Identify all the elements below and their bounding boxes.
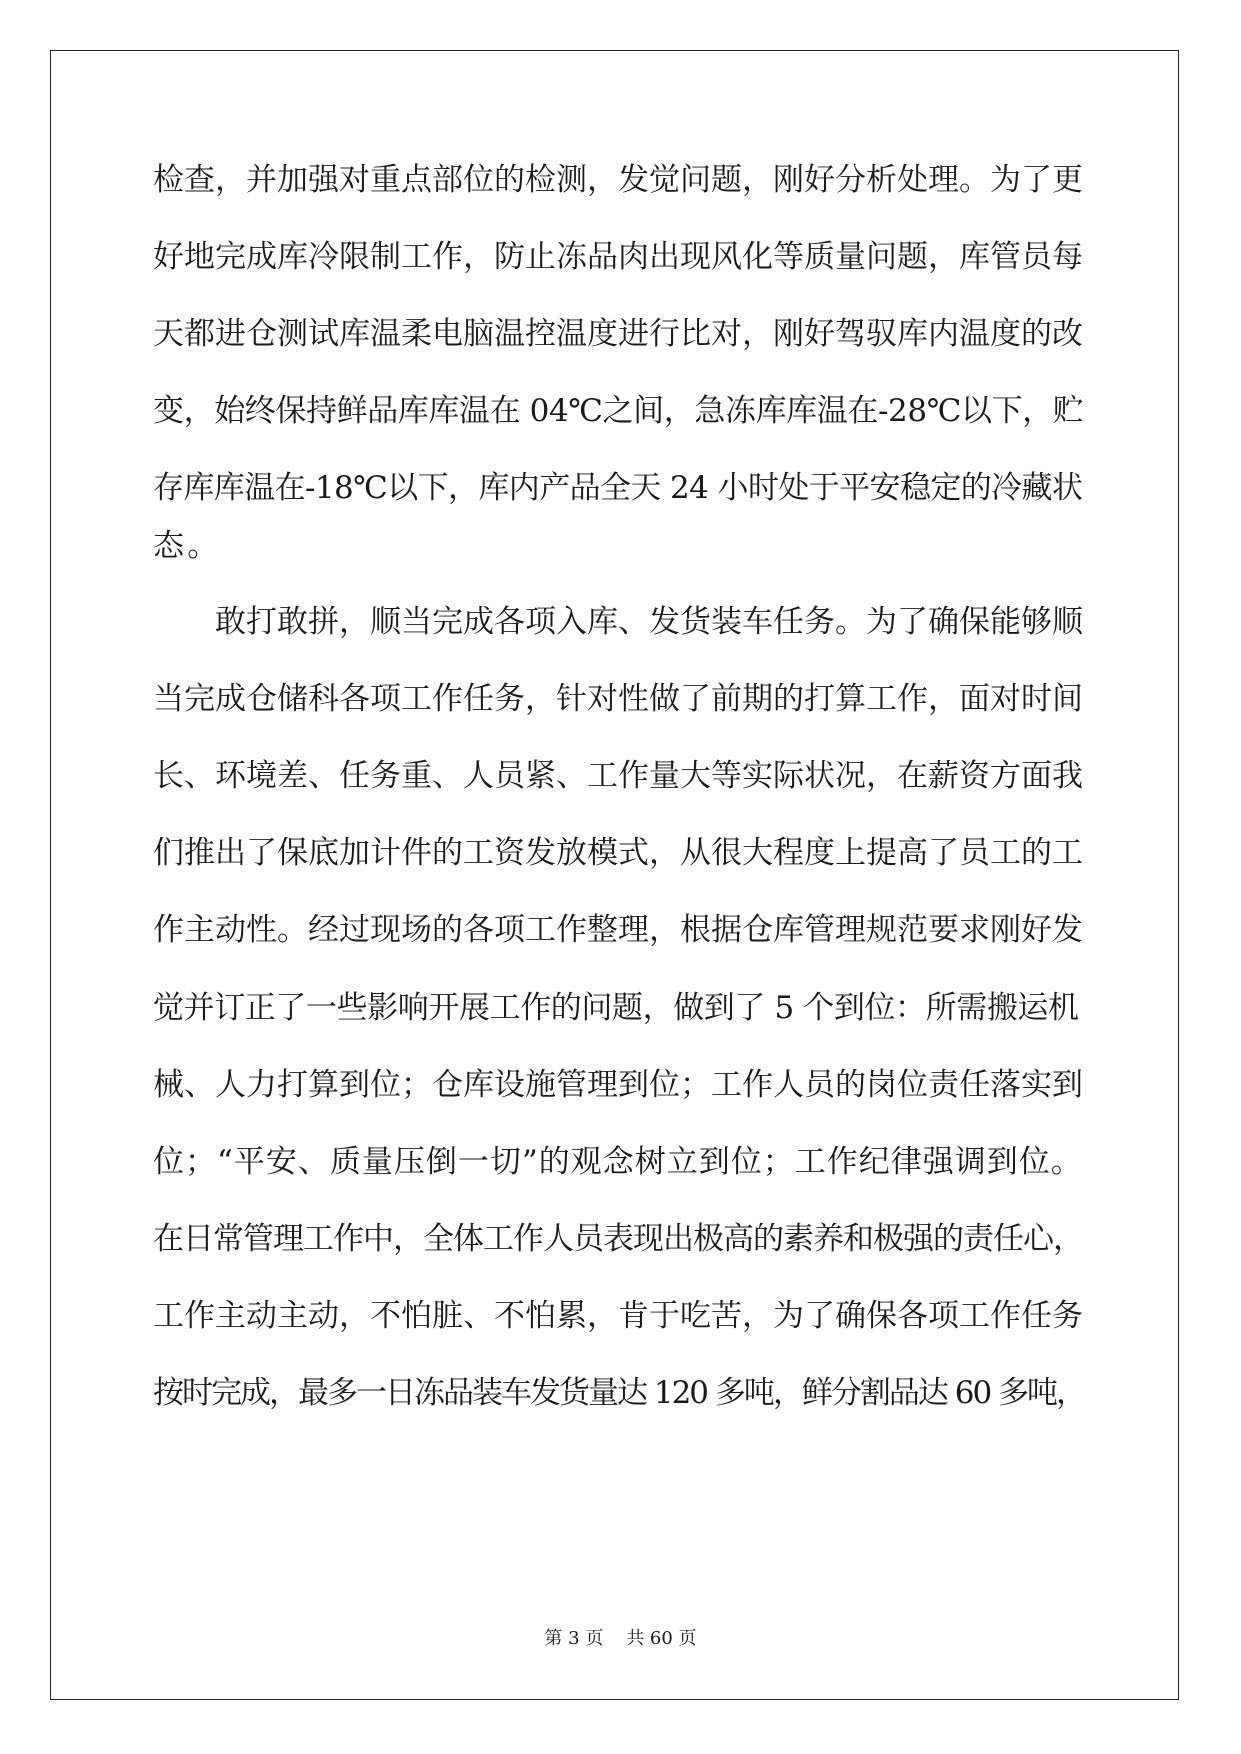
text-line: 存库库温在-18℃以下，库内产品全天 24 小时处于平安稳定的冷藏状 bbox=[153, 470, 1083, 506]
page-border bbox=[50, 50, 1179, 1700]
page-number-footer: 第 3 页 共 60 页 bbox=[544, 1628, 697, 1649]
text-line: 们推出了保底加计件的工资发放模式，从很大程度上提高了员工的工 bbox=[153, 835, 1083, 871]
text-line: 态。 bbox=[153, 528, 222, 564]
text-line: 敢打敢拼，顺当完成各项入库、发货装车任务。为了确保能够顺 bbox=[153, 604, 1083, 640]
text-line: 工作主动主动，不怕脏、不怕累，肯于吃苦，为了确保各项工作任务 bbox=[153, 1298, 1083, 1334]
text-line: 觉并订正了一些影响开展工作的问题，做到了 5 个到位：所需搬运机 bbox=[153, 990, 1079, 1026]
text-line: 位；“平安、质量压倒一切”的观念树立到位；工作纪律强调到位。 bbox=[153, 1144, 1083, 1180]
text-line: 好地完成库冷限制工作，防止冻品肉出现风化等质量问题，库管员每 bbox=[153, 239, 1083, 275]
text-line: 按时完成，最多一日冻品装车发货量达 120 多吨，鲜分割品达 60 多吨， bbox=[153, 1375, 1086, 1411]
text-line: 长、环境差、任务重、人员紧、工作量大等实际状况，在薪资方面我 bbox=[153, 758, 1083, 794]
text-line: 变，始终保持鲜品库库温在 04℃之间，急冻库库温在-28℃以下，贮 bbox=[153, 393, 1084, 429]
text-line: 作主动性。经过现场的各项工作整理，根据仓库管理规范要求刚好发 bbox=[153, 912, 1083, 948]
text-line: 械、人力打算到位；仓库设施管理到位；工作人员的岗位责任落实到 bbox=[153, 1067, 1083, 1103]
text-line: 检查，并加强对重点部位的检测，发觉问题，刚好分析处理。为了更 bbox=[153, 162, 1083, 198]
text-line: 当完成仓储科各项工作任务，针对性做了前期的打算工作，面对时间 bbox=[153, 681, 1083, 717]
text-line: 天都进仓测试库温柔电脑温控温度进行比对，刚好驾驭库内温度的改 bbox=[153, 316, 1083, 352]
text-line: 在日常管理工作中，全体工作人员表现出极高的素养和极强的责任心， bbox=[153, 1221, 1083, 1257]
